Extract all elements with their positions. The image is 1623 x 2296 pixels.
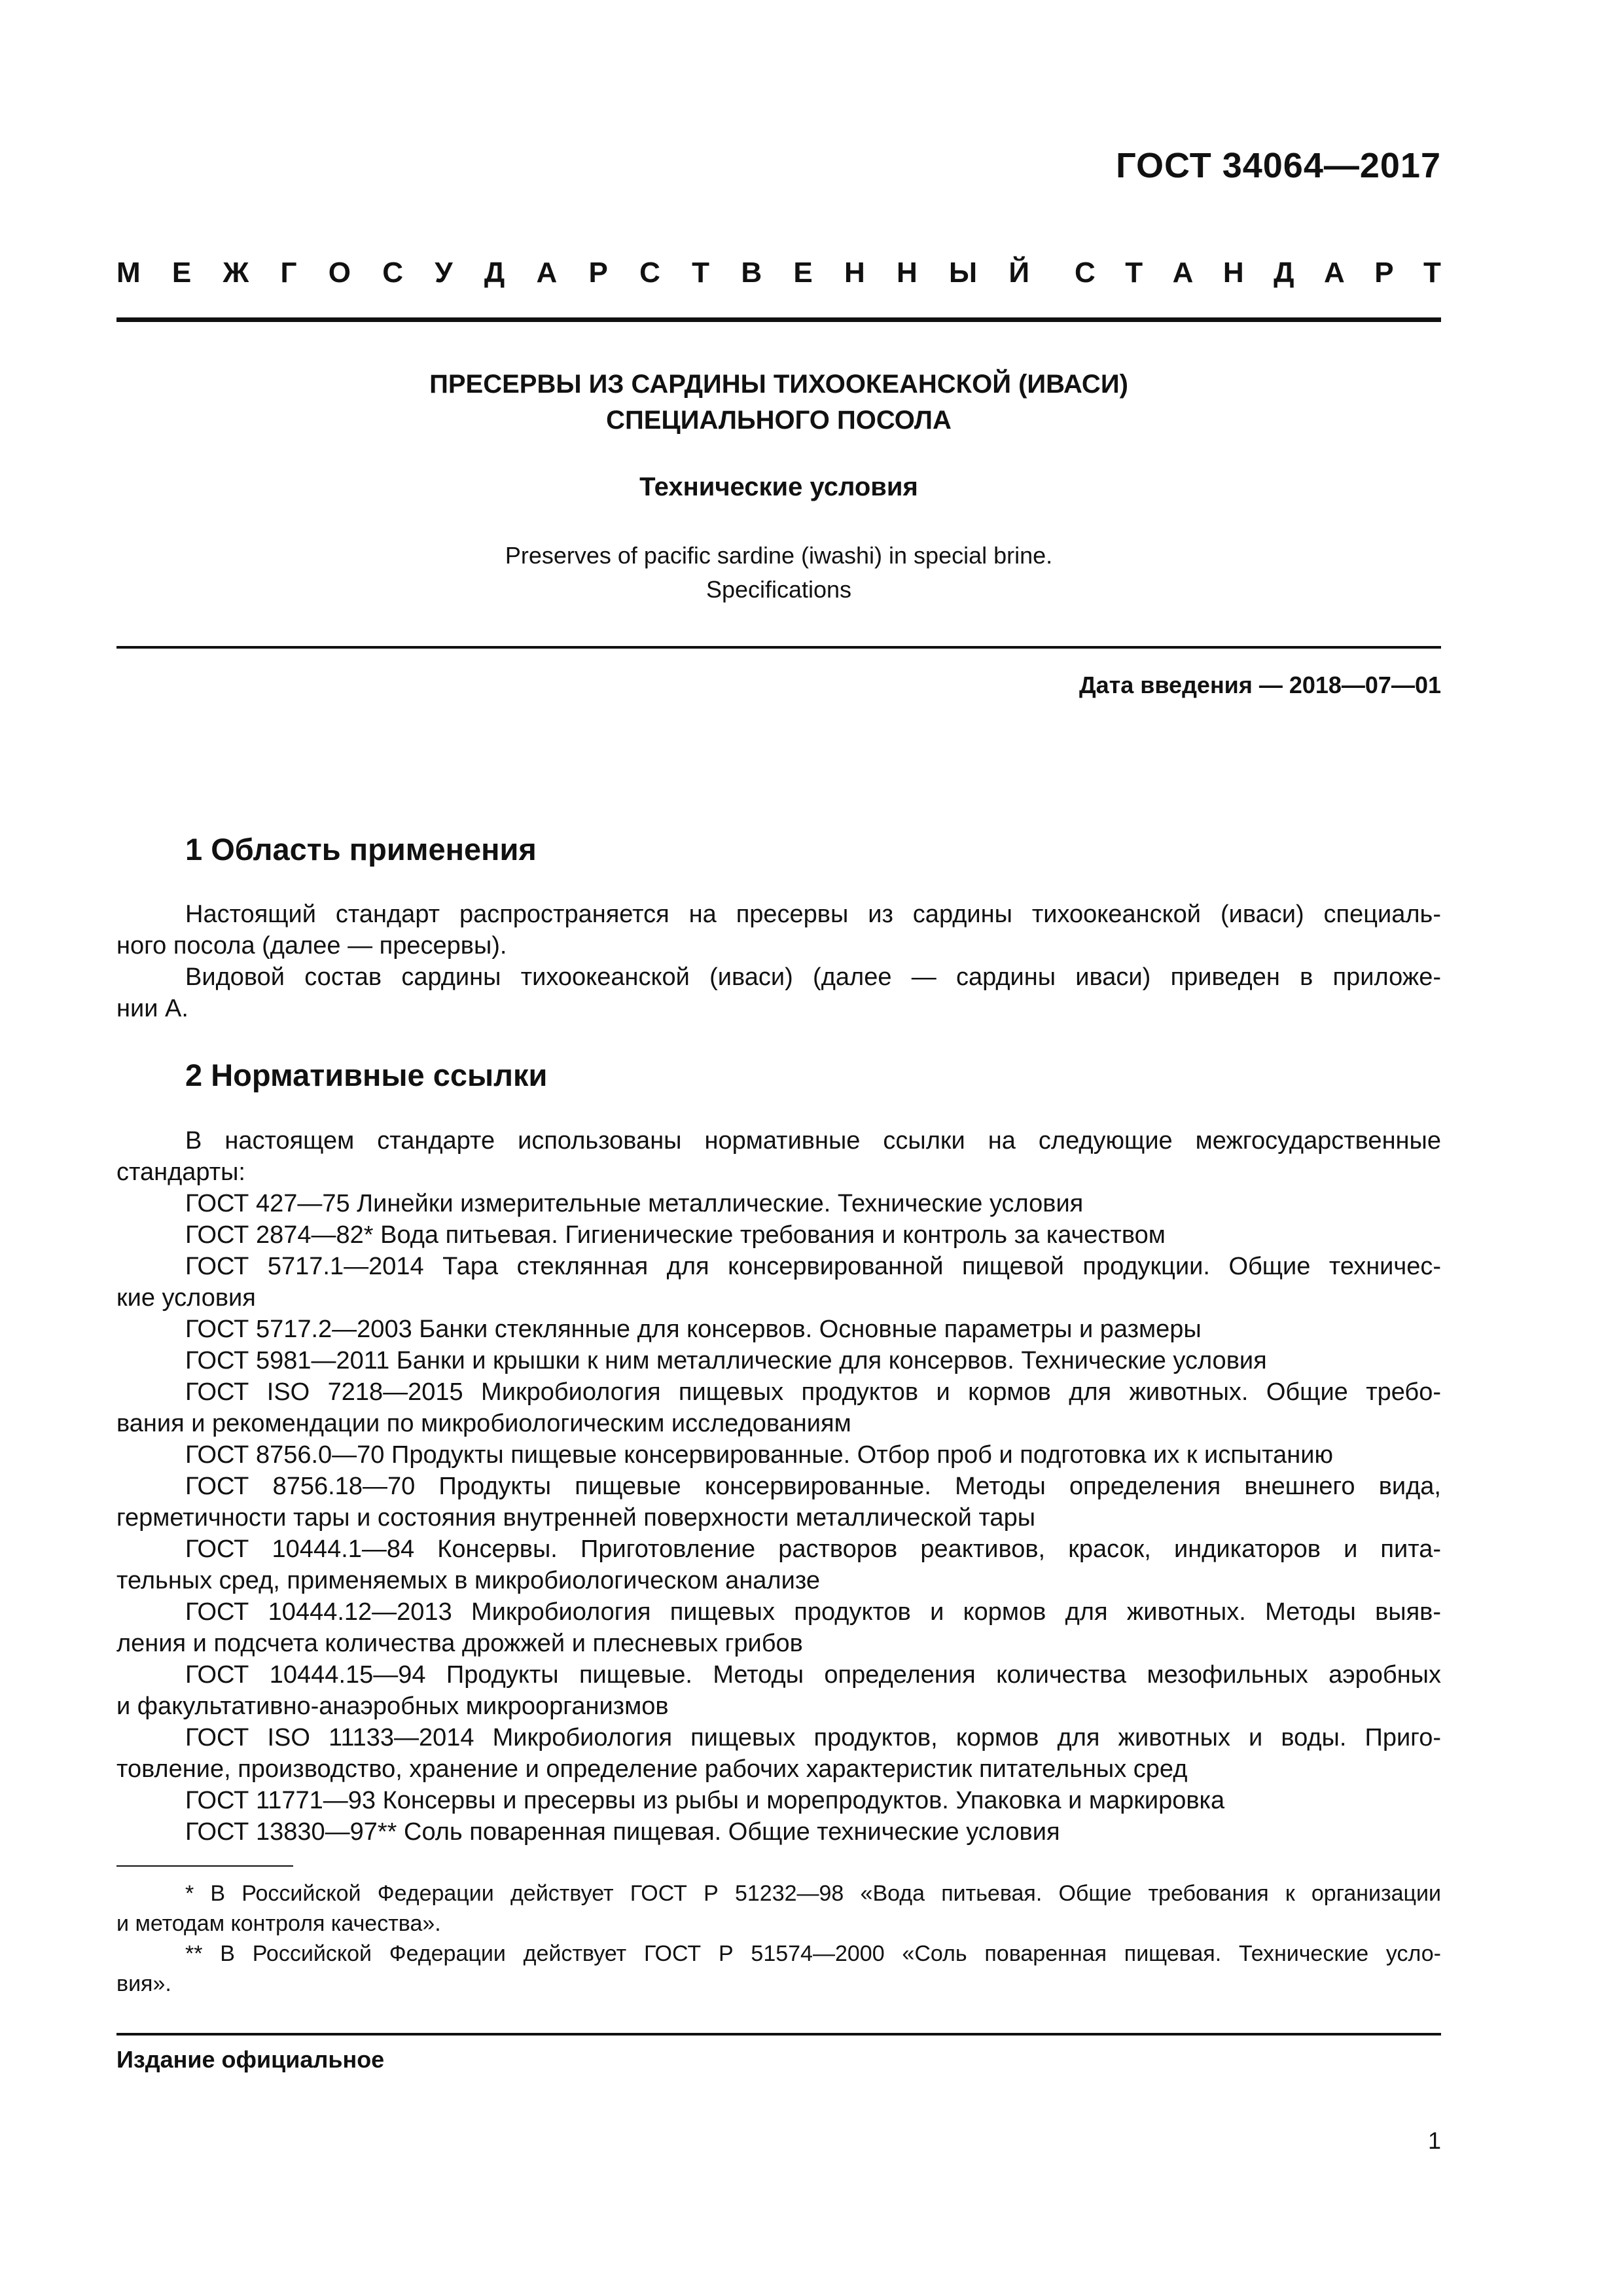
reference-item-cont: тельных сред, применяемых в микробиологическом анализе <box>116 1567 820 1594</box>
heading-letter: А <box>1172 257 1194 289</box>
heading-letter: С <box>639 257 660 289</box>
page-number: 1 <box>1427 2127 1441 2154</box>
document-number: ГОСТ 34064—2017 <box>1116 146 1441 185</box>
reference-item: ГОСТ ISO 7218—2015 Микробиология пищевых продуктов и кормов для животных. Общие требо- <box>185 1378 1441 1406</box>
heading-letter: Е <box>171 257 192 289</box>
footnotes <box>116 1878 1441 1999</box>
reference-item: ГОСТ 8756.0—70 Продукты пищевые консервированные. Отбор проб и подготовка их к испытанию <box>185 1441 1333 1469</box>
text-line: В настоящем стандарте использованы нормативные ссылки на следующие межгосударственные <box>185 1127 1441 1155</box>
footnote-line: ** В Российской Федерации действует ГОСТ Р 51574—2000 «Соль поваренная пищевая. Технические усло- <box>185 1941 1441 1966</box>
reference-item: ГОСТ ISO 11133—2014 Микробиология пищевых продуктов, кормов для животных и воды. Приго- <box>185 1724 1441 1751</box>
footer-rule <box>116 2033 1441 2036</box>
reference-item: ГОСТ 13830—97** Соль поваренная пищевая. Общие технические условия <box>185 1818 1060 1846</box>
heading-letter: Р <box>588 257 608 289</box>
heading-letter: Г <box>280 257 297 289</box>
heading-letter: У <box>435 257 453 289</box>
reference-item: ГОСТ 10444.12—2013 Микробиология пищевых продуктов и кормов для животных. Методы выяв- <box>185 1598 1441 1626</box>
reference-item-cont: вания и рекомендации по микробиологическим исследованиям <box>116 1410 851 1437</box>
heading-letter: Н <box>896 257 918 289</box>
standard-type-heading <box>116 257 1441 289</box>
heading-letter: А <box>1323 257 1345 289</box>
heading-letter: В <box>741 257 762 289</box>
reference-item: ГОСТ 5717.1—2014 Тара стеклянная для консервированной пищевой продукции. Общие техничес- <box>185 1253 1441 1280</box>
date-of-introduction: Дата введения — 2018—07—01 <box>1079 672 1441 698</box>
heading-letter: Ы <box>949 257 978 289</box>
reference-item-cont: ления и подсчета количества дрожжей и плесневых грибов <box>116 1630 803 1657</box>
reference-item: ГОСТ 11771—93 Консервы и пресервы из рыбы и морепродуктов. Упаковка и маркировка <box>185 1787 1225 1814</box>
title-rule <box>116 646 1441 649</box>
text-line: нии А. <box>116 995 188 1022</box>
title-ru-line-1: ПРЕСЕРВЫ ИЗ САРДИНЫ ТИХООКЕАНСКОЙ (ИВАСИ) <box>429 370 1128 399</box>
heading-letter: Д <box>484 257 505 289</box>
text-line: стандарты: <box>116 1158 245 1186</box>
heading-letter: Р <box>1374 257 1394 289</box>
reference-item: ГОСТ 10444.1—84 Консервы. Приготовление растворов реактивов, красок, индикаторов и пита- <box>185 1535 1441 1563</box>
standard-type-word-2 <box>1075 257 1441 289</box>
section-2-heading: 2 Нормативные ссылки <box>185 1058 548 1092</box>
footnote-line: вия». <box>116 1971 171 1996</box>
reference-item-cont: и факультативно-анаэробных микроорганизмов <box>116 1693 669 1720</box>
footnote-line: * В Российской Федерации действует ГОСТ Р 51232—98 «Вода питьевая. Общие требования к организации <box>185 1881 1441 1906</box>
section-1-body <box>116 899 1441 1024</box>
reference-item: ГОСТ 5981—2011 Банки и крышки к ним металлические для консервов. Технические условия <box>185 1347 1267 1374</box>
heading-letter: О <box>328 257 351 289</box>
text-line: Видовой состав сардины тихоокеанской (иваси) (далее — сардины иваси) приведен в приложе- <box>185 963 1441 991</box>
heading-letter: Т <box>692 257 710 289</box>
reference-item: ГОСТ 10444.15—94 Продукты пищевые. Методы определения количества мезофильных аэробных <box>185 1661 1441 1689</box>
standard-type-word-1 <box>116 257 1029 289</box>
reference-item: ГОСТ 5717.2—2003 Банки стеклянные для консервов. Основные параметры и размеры <box>185 1316 1202 1343</box>
title-en-line-2: Specifications <box>705 576 852 603</box>
header-rule <box>116 317 1441 322</box>
title-en-line-1: Preserves of pacific sardine (iwashi) in special brine. <box>505 542 1053 569</box>
reference-item: ГОСТ 427—75 Линейки измерительные металлические. Технические условия <box>185 1190 1084 1217</box>
title-subtitle: Технические условия <box>639 473 918 501</box>
reference-item-cont: кие условия <box>116 1284 256 1312</box>
heading-letter: Д <box>1274 257 1294 289</box>
footnote-line: и методам контроля качества». <box>116 1911 441 1936</box>
heading-letter: Й <box>1008 257 1029 289</box>
title-ru-line-2: СПЕЦИАЛЬНОГО ПОСОЛА <box>606 406 952 435</box>
heading-letter: Т <box>1125 257 1143 289</box>
section-1-heading: 1 Область применения <box>185 832 537 867</box>
heading-letter: Ж <box>223 257 249 289</box>
heading-letter: С <box>1075 257 1096 289</box>
text-line: ного посола (далее — пресервы). <box>116 932 507 960</box>
reference-item: ГОСТ 2874—82* Вода питьевая. Гигиенические требования и контроль за качеством <box>185 1221 1166 1249</box>
heading-letter: А <box>536 257 558 289</box>
reference-item-cont: товление, производство, хранение и определение рабочих характеристик питательных сред <box>116 1755 1188 1783</box>
section-2-body <box>116 1125 1441 1848</box>
heading-letter: Н <box>844 257 865 289</box>
heading-letter: Е <box>793 257 813 289</box>
heading-letter: Т <box>1423 257 1441 289</box>
heading-letter: С <box>382 257 404 289</box>
reference-item: ГОСТ 8756.18—70 Продукты пищевые консервированные. Методы определения внешнего вида, <box>185 1473 1441 1500</box>
text-line: Настоящий стандарт распространяется на пресервы из сардины тихоокеанской (иваси) специаль- <box>185 901 1441 928</box>
reference-item-cont: герметичности тары и состояния внутренней поверхности металлической тары <box>116 1504 1036 1532</box>
heading-letter: Н <box>1222 257 1244 289</box>
heading-letter: М <box>116 257 141 289</box>
edition-label: Издание официальное <box>116 2046 385 2073</box>
footnote-separator <box>116 1865 293 1867</box>
